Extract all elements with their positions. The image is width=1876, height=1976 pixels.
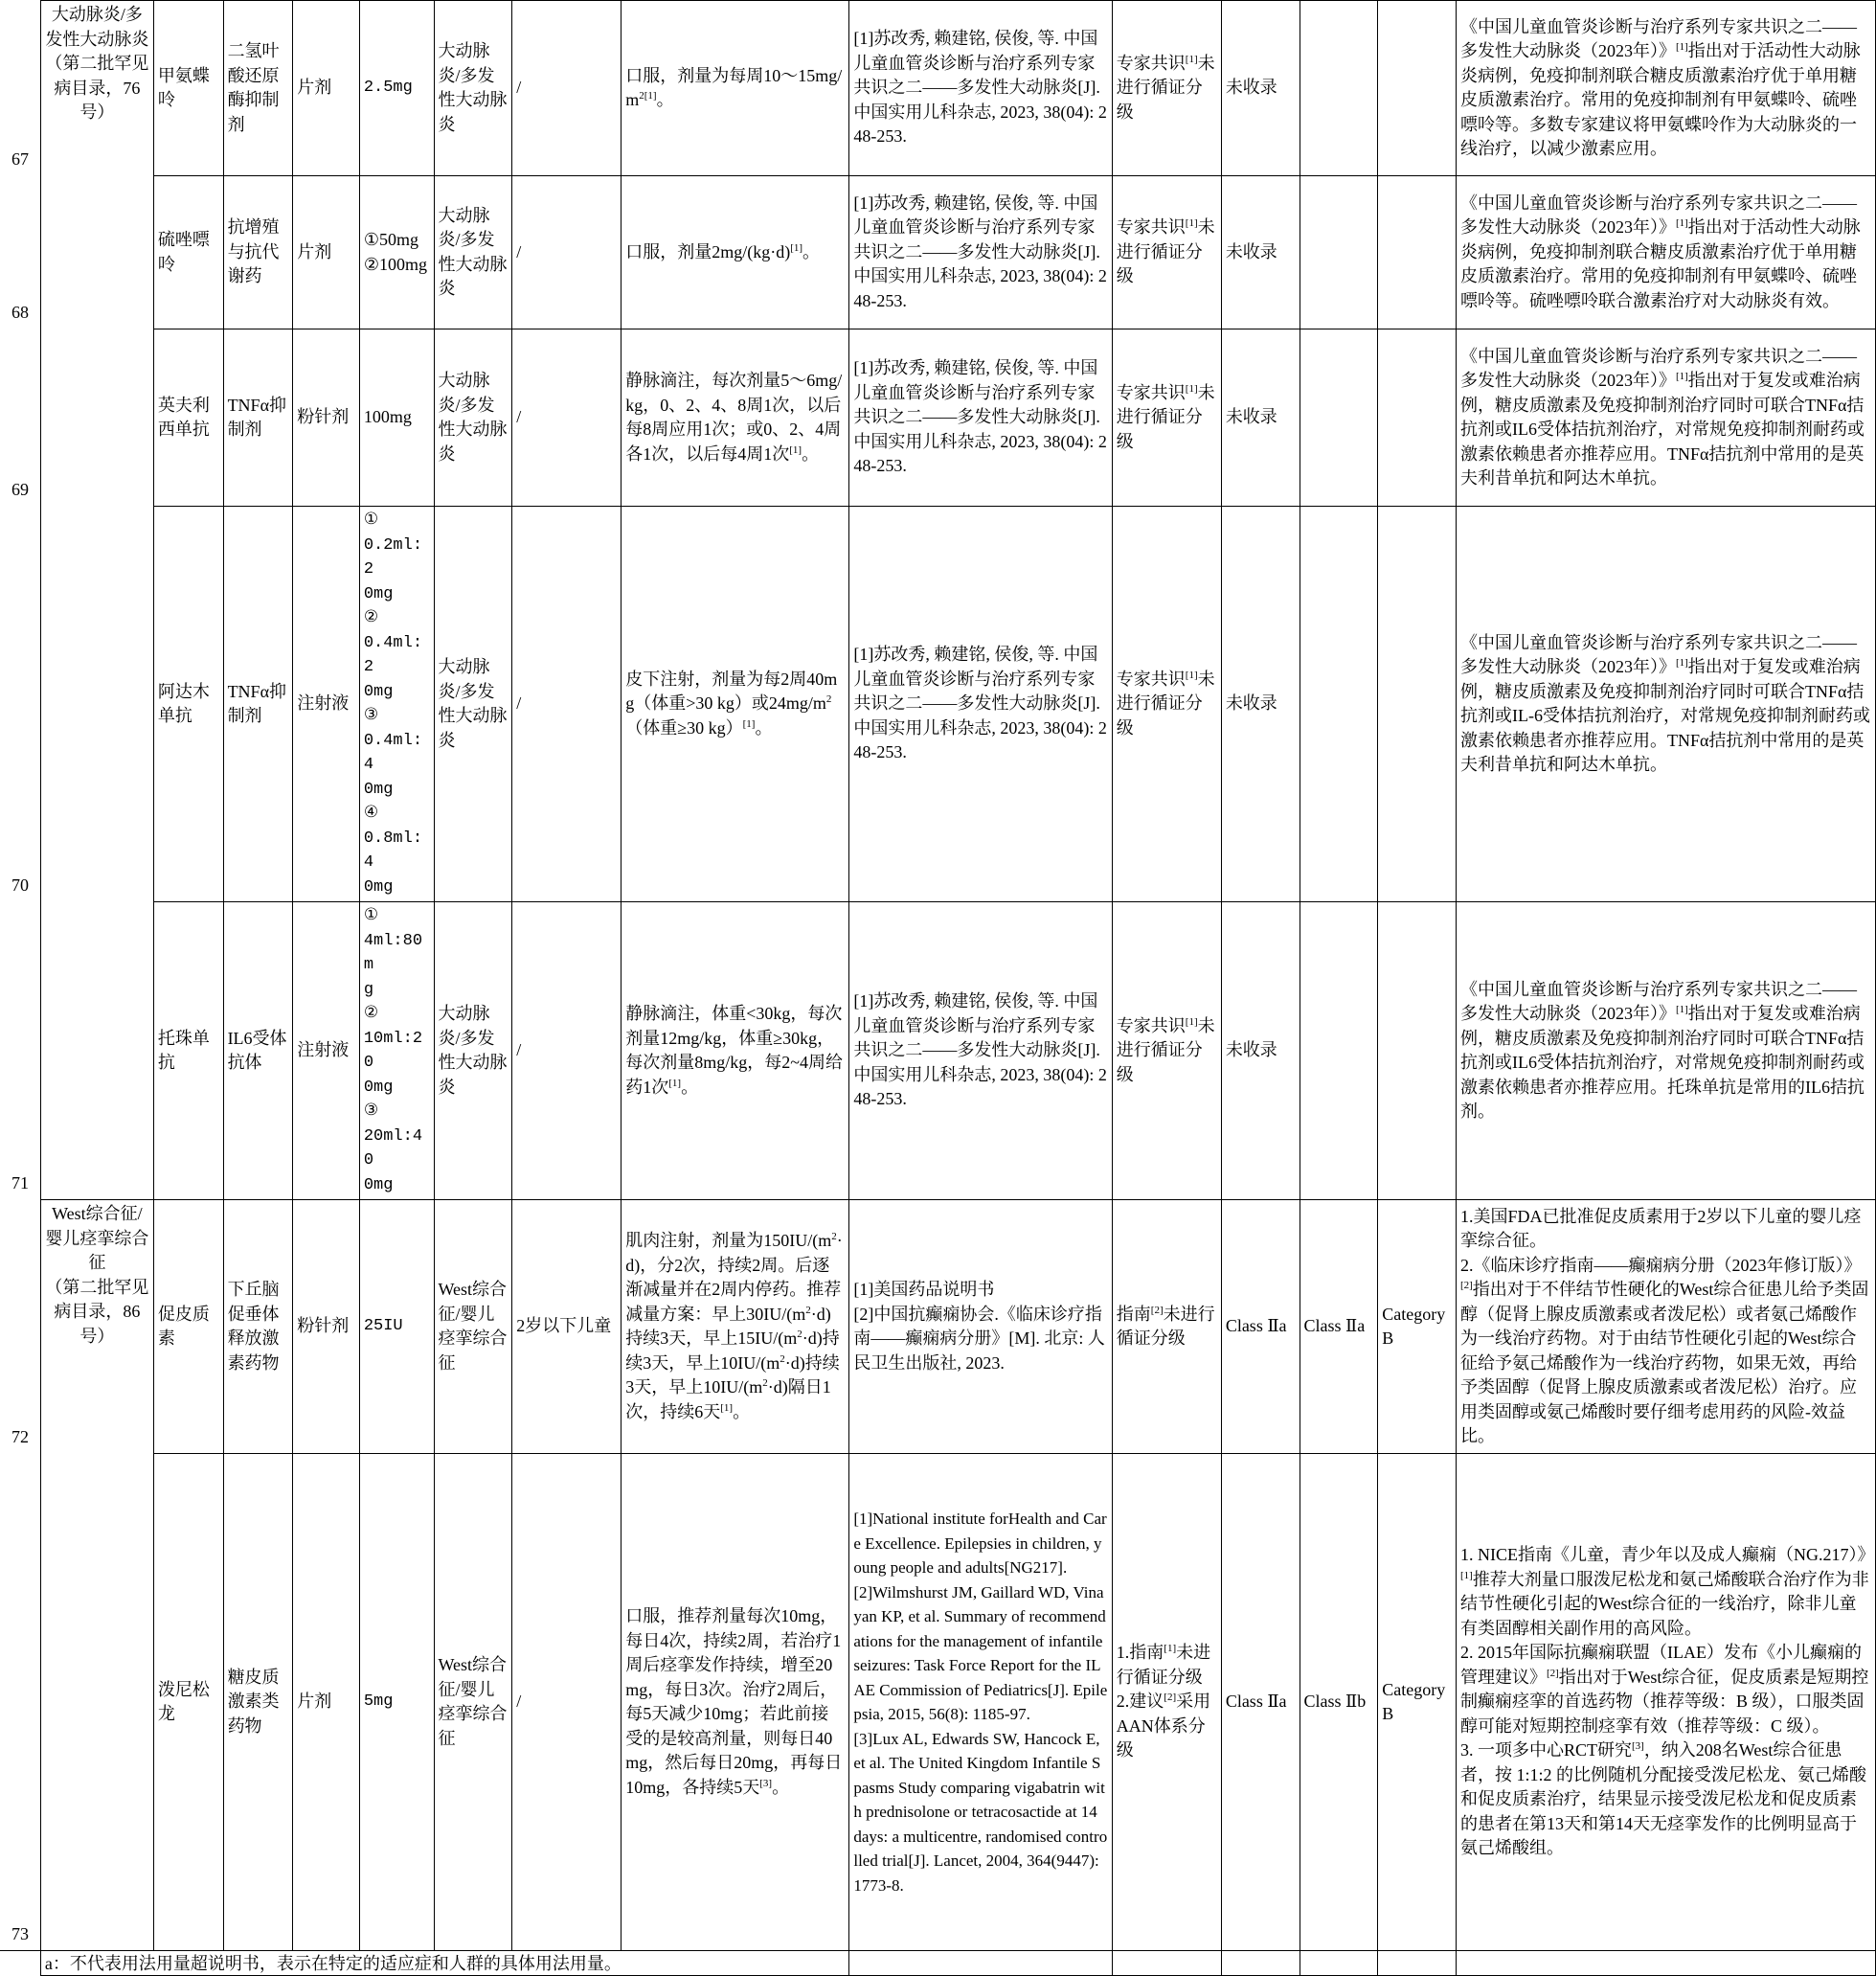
- text-segment: ·d)持续3天，早上10IU/(m: [625, 1352, 840, 1397]
- dosage-form: 粉针剂: [293, 329, 360, 507]
- evidence-level: [1112, 329, 1221, 507]
- spec-line: 0mg: [363, 682, 394, 701]
- paragraph: [1117, 1690, 1217, 1763]
- reference-item: [1]National institute forHealth and Care Excellence. Epilepsies in children, young people and adults[NG217].: [853, 1510, 1107, 1577]
- spec-line: 0.8ml:4: [363, 829, 423, 872]
- basis-text: 《中国儿童血管炎诊断与治疗系列专家共识之二——多发性大动脉炎（2023年）》: [1459, 16, 1857, 60]
- usage: [622, 1454, 849, 1951]
- spec-line: ①: [363, 907, 379, 925]
- drug-name: 甲氨蝶呤: [153, 1, 223, 176]
- basis: [1456, 507, 1875, 902]
- ref-marker: [1]: [1459, 1569, 1473, 1581]
- paragraph: [1117, 1641, 1217, 1690]
- footnote-row: [0, 1951, 1876, 1976]
- text-segment: ·d)持续3天，早上15IU/(m: [625, 1304, 831, 1348]
- grade-col-5: [1378, 902, 1457, 1200]
- evidence-text-end: 未进行循证分级: [1116, 1304, 1215, 1348]
- text-segment: 未进行循证分级: [1116, 1643, 1211, 1687]
- evidence-text: 专家共识: [1116, 53, 1186, 73]
- basis-ref: [1]: [1675, 657, 1688, 669]
- indication: West综合征/婴儿痉挛综合征: [434, 1200, 512, 1454]
- drug-category: IL6受体抗体: [223, 902, 293, 1200]
- specification: 25IU: [359, 1200, 434, 1454]
- dosage-form: 片剂: [293, 1, 360, 176]
- references: [1]苏改秀, 赖建铭, 侯俊, 等. 中国儿童血管炎诊断与治疗系列专家共识之二——多发性大动脉炎[J]. 中国实用儿科杂志, 2023, 38(04): 248-253.: [849, 1, 1112, 176]
- usage-text-end: 。: [802, 443, 820, 464]
- evidence-level: [1112, 1454, 1221, 1951]
- footnote-blank: [1456, 1951, 1875, 1976]
- references: [1]苏改秀, 赖建铭, 侯俊, 等. 中国儿童血管炎诊断与治疗系列专家共识之二——多发性大动脉炎[J]. 中国实用儿科杂志, 2023, 38(04): 248-253.: [849, 902, 1112, 1200]
- references: [1]苏改秀, 赖建铭, 侯俊, 等. 中国儿童血管炎诊断与治疗系列专家共识之二——多发性大动脉炎[J]. 中国实用儿科杂志, 2023, 38(04): 248-253.: [849, 176, 1112, 329]
- usage-ref: [1]: [742, 717, 756, 730]
- grade-col-5: [1378, 176, 1457, 329]
- evidence-ref: [1]: [1185, 53, 1198, 65]
- basis: [1456, 1454, 1875, 1951]
- text-segment: ·d)，分2次，持续2周。后逐渐减量并在2周内停药。推荐减量方案：早上30IU/(m: [625, 1231, 843, 1324]
- usage-text: 静脉滴注，每次剂量5～6mg/kg，0、2、4、8周1次，以后每8周应用1次；或0、2、4周各1次，以后每4周1次: [625, 371, 843, 464]
- basis-text: 《中国儿童血管炎诊断与治疗系列专家共识之二——多发性大动脉炎（2023年）》: [1459, 632, 1857, 676]
- paragraph: [1460, 1738, 1871, 1861]
- disease-catalog: （第二批罕见病目录，76号）: [45, 54, 149, 122]
- usage: [622, 176, 849, 329]
- usage-ref: [3]: [759, 1777, 773, 1789]
- basis-text-end: 指出对于复发或难治病例，糖皮质激素及免疫抑制剂治疗同时可联合TNFα拮抗剂或IL6受体拮抗剂治疗，对常规免疫抑制剂耐药或激素依赖患者亦推荐应用。托珠单抗是常用的IL6拮抗剂。: [1459, 1004, 1865, 1121]
- grade-col-3: 未收录: [1221, 176, 1300, 329]
- dosage-form: 片剂: [293, 176, 360, 329]
- grade-col-5: [1378, 329, 1457, 507]
- table-row: [0, 1, 1876, 176]
- paragraph: [1460, 1254, 1871, 1449]
- usage-text: 静脉滴注，体重<30kg，每次剂量12mg/kg，体重≥30kg，每次剂量8mg/kg，每2~4周给药1次: [625, 1004, 843, 1097]
- basis-text-end: 指出对于活动性大动脉炎病例，免疫抑制剂联合糖皮质激素治疗优于单用糖皮质激素治疗。常用的免疫抑制剂有甲氨蝶呤、硫唑嘌呤等。硫唑嘌呤联合激素治疗对大动脉炎有效。: [1459, 217, 1861, 310]
- row-number: 68: [0, 176, 40, 329]
- evidence-text: 专家共识: [1116, 669, 1186, 689]
- indication: 大动脉炎/多发性大动脉炎: [434, 176, 512, 329]
- evidence-level: [1112, 176, 1221, 329]
- references: [849, 1200, 1112, 1454]
- spec-line: 0.4ml:2: [363, 633, 423, 676]
- specification: 5mg: [359, 1454, 434, 1951]
- basis: [1456, 176, 1875, 329]
- row-number: 67: [0, 1, 40, 176]
- basis-text: 《中国儿童血管炎诊断与治疗系列专家共识之二——多发性大动脉炎（2023年）》: [1459, 346, 1857, 390]
- footnote-blank: [1300, 1951, 1378, 1976]
- evidence-ref: [1]: [1185, 217, 1198, 230]
- usage: [622, 1, 849, 176]
- disease-group-cell: [40, 1200, 153, 1951]
- evidence-text: 指南: [1116, 1304, 1151, 1324]
- ref-marker: [2]: [1546, 1667, 1559, 1679]
- specification: [359, 507, 434, 902]
- text-segment: 。: [733, 1401, 751, 1421]
- basis: [1456, 1, 1875, 176]
- usage: [622, 329, 849, 507]
- ref-marker: 2: [780, 1352, 785, 1365]
- grade-col-4: Class Ⅱa: [1300, 1200, 1378, 1454]
- usage: [622, 507, 849, 902]
- population: /: [512, 902, 622, 1200]
- evidence-text-end: 未进行循证分级: [1116, 1015, 1215, 1084]
- dosage-form: 片剂: [293, 1454, 360, 1951]
- reference-item: [2]中国抗癫痫协会.《临床诊疗指南——癫痫病分册》[M]. 北京: 人民卫生出版社, 2023.: [853, 1304, 1105, 1373]
- spec-line: ②100mg: [363, 254, 427, 274]
- specification: [359, 176, 434, 329]
- row-number: 69: [0, 329, 40, 507]
- text-segment: 2.《临床诊疗指南——癫痫病分册（2023年修订版）》: [1459, 1255, 1862, 1275]
- spec-line: ①: [363, 511, 379, 530]
- grade-col-5: Category B: [1378, 1454, 1457, 1951]
- population: /: [512, 1454, 622, 1951]
- text-segment: 肌肉注射，剂量为150IU/(m: [625, 1231, 832, 1250]
- footnote-blank: [1112, 1951, 1221, 1976]
- dosage-form: 注射液: [293, 902, 360, 1200]
- usage-sup: 2: [639, 90, 644, 102]
- population: /: [512, 176, 622, 329]
- drug-name: 促皮质素: [153, 1200, 223, 1454]
- drug-name: 托珠单抗: [153, 902, 223, 1200]
- usage-text: 皮下注射，剂量为每2周40mg（体重>30 kg）或24mg/m: [625, 669, 838, 714]
- basis-text: 《中国儿童血管炎诊断与治疗系列专家共识之二——多发性大动脉炎（2023年）》: [1459, 979, 1857, 1023]
- reference-item: [3]Lux AL, Edwards SW, Hancock E, et al. The United Kingdom Infantile Spasms Study comparing vigabatrin with prednisolone or tetracosactide at 14 days: a multicentre, randomised controlled trial[J]. Lancet, 2004, 364(9447): 1773-8.: [853, 1729, 1108, 1895]
- specification: 100mg: [359, 329, 434, 507]
- evidence-text: 专家共识: [1116, 1015, 1186, 1035]
- spec-line: 0mg: [363, 877, 394, 897]
- grade-col-4: Class Ⅱb: [1300, 1454, 1378, 1951]
- text-segment: 指出对于不伴结节性硬化的West综合征患儿给予类固醇（促肾上腺皮质激素或者泼尼松）或者氨己烯酸作为一线治疗药物。对于由结节性硬化引起的West综合征给予氨己烯酸作为一线治疗药物，如果无效，再给予类固醇（促肾上腺皮质激素或者泼尼松）治疗。应用类固醇或氨己烯酸时要仔细考虑用药的风险-效益比。: [1459, 1280, 1869, 1445]
- text-segment: 1. NICE指南《儿童，青少年以及成人癫痫（NG.217）》: [1459, 1545, 1875, 1565]
- population: /: [512, 507, 622, 902]
- row-number: 71: [0, 902, 40, 1200]
- footnote-blank: [1378, 1951, 1457, 1976]
- paragraph: [1460, 1205, 1871, 1254]
- usage-text-end: 。: [755, 717, 773, 738]
- spec-line: 20ml:40: [363, 1126, 423, 1170]
- drug-name: 英夫利西单抗: [153, 329, 223, 507]
- spec-line: 10ml:20: [363, 1029, 423, 1072]
- drug-category: 下丘脑促垂体释放激素药物: [223, 1200, 293, 1454]
- grade-col-3: 未收录: [1221, 902, 1300, 1200]
- evidence-text-end: 未进行循证分级: [1116, 669, 1215, 738]
- text-segment: 采用AAN体系分级: [1116, 1692, 1211, 1760]
- ref-marker: [1]: [1164, 1643, 1177, 1655]
- spec-line: ②: [363, 609, 379, 627]
- spec-line: g: [363, 980, 374, 999]
- grade-col-5: [1378, 507, 1457, 902]
- usage-ref: [1]: [789, 443, 802, 456]
- table-row: [0, 507, 1876, 902]
- evidence-text: 专家共识: [1116, 217, 1186, 238]
- grade-col-4: [1300, 329, 1378, 507]
- evidence-ref: [1]: [1185, 1015, 1198, 1028]
- evidence-level: [1112, 507, 1221, 902]
- specification: 2.5mg: [359, 1, 434, 176]
- indication: 大动脉炎/多发性大动脉炎: [434, 507, 512, 902]
- drug-category: 糖皮质激素类药物: [223, 1454, 293, 1951]
- usage-ref: [1]: [668, 1077, 682, 1089]
- evidence-text-end: 未进行循证分级: [1116, 53, 1215, 122]
- grade-col-3: 未收录: [1221, 329, 1300, 507]
- spec-line: ③: [363, 1102, 379, 1121]
- grade-col-3: Class Ⅱa: [1221, 1454, 1300, 1951]
- text-segment: 3. 一项多中心RCT研究: [1459, 1740, 1632, 1760]
- specification: [359, 902, 434, 1200]
- grade-col-4: [1300, 902, 1378, 1200]
- usage-text-mid: （体重≥30 kg）: [625, 717, 743, 738]
- table-row: [0, 1200, 1876, 1454]
- basis-text: 《中国儿童血管炎诊断与治疗系列专家共识之二——多发性大动脉炎（2023年）》: [1459, 193, 1857, 238]
- footnote-spacer: [0, 1951, 40, 1976]
- spec-line: 0.4ml:4: [363, 731, 423, 774]
- usage: [622, 1200, 849, 1454]
- text-segment: 2. 2015年国际抗癫痫联盟（ILAE）发布《小儿癫痫的管理建议》: [1459, 1643, 1862, 1687]
- population: 2岁以下儿童: [512, 1200, 622, 1454]
- dosage-form: 注射液: [293, 507, 360, 902]
- text-segment: ·d)持续3天，早上10IU/(m: [625, 1329, 840, 1373]
- basis-ref: [1]: [1675, 217, 1688, 230]
- dosage-form: 粉针剂: [293, 1200, 360, 1454]
- population: /: [512, 329, 622, 507]
- spec-line: ③: [363, 707, 379, 725]
- drug-category: TNFα抑制剂: [223, 329, 293, 507]
- indication: 大动脉炎/多发性大动脉炎: [434, 329, 512, 507]
- usage-text: 口服，剂量为每周10～15mg/m: [625, 65, 843, 109]
- row-number: 72: [0, 1200, 40, 1454]
- spec-line: ④: [363, 805, 379, 823]
- references: [1]苏改秀, 赖建铭, 侯俊, 等. 中国儿童血管炎诊断与治疗系列专家共识之二——多发性大动脉炎[J]. 中国实用儿科杂志, 2023, 38(04): 248-253.: [849, 329, 1112, 507]
- text-segment: 指出对于West综合征，促皮质素是短期控制癫痫痉挛的首选药物（推荐等级：B 级），口服类固醇可能对短期控制痉挛有效（推荐等级：C 级）。: [1459, 1667, 1869, 1736]
- basis: [1456, 1200, 1875, 1454]
- evidence-text-end: 未进行循证分级: [1116, 217, 1215, 286]
- evidence-ref: [1]: [1185, 382, 1198, 395]
- footnote-blank: [849, 1951, 1112, 1976]
- evidence-text: 专家共识: [1116, 382, 1186, 402]
- reference-item: [2]Wilmshurst JM, Gaillard WD, Vinayan KP, et al. Summary of recommendations for the management of infantile seizures: Task Force Report for the ILAE Commission of Pediatrics[J]. Epilepsia, 2015, 56(8): 1185-97.: [853, 1582, 1108, 1723]
- usage-text: 口服，剂量2mg/(kg·d): [625, 241, 791, 261]
- table-row: [0, 902, 1876, 1200]
- disease-name: 大动脉炎/多发性大动脉炎: [45, 5, 149, 49]
- drug-name: 阿达木单抗: [153, 507, 223, 902]
- ref-marker: [2]: [1164, 1692, 1177, 1704]
- paragraph: [1460, 1641, 1871, 1738]
- indication: 大动脉炎/多发性大动脉炎: [434, 902, 512, 1200]
- evidence-text-end: 未进行循证分级: [1116, 382, 1215, 451]
- spec-line: ②: [363, 1005, 379, 1023]
- evidence-ref: [2]: [1150, 1304, 1164, 1316]
- basis-ref: [1]: [1675, 371, 1688, 382]
- ref-marker: [2]: [1459, 1280, 1473, 1291]
- text-segment: 1.美国FDA已批准促皮质素用于2岁以下儿童的婴儿痉挛综合征。: [1459, 1206, 1862, 1250]
- row-number: 73: [0, 1454, 40, 1951]
- spec-line: 0mg: [363, 1078, 394, 1097]
- ref-marker: [3]: [1631, 1740, 1644, 1753]
- drug-category: 抗增殖与抗代谢药: [223, 176, 293, 329]
- drug-category: 二氢叶酸还原酶抑制剂: [223, 1, 293, 176]
- spec-line: ①50mg: [363, 230, 418, 249]
- grade-col-4: [1300, 507, 1378, 902]
- disease-group-cell: [40, 1, 153, 1200]
- spec-line: 0.2ml:2: [363, 535, 423, 579]
- grade-col-3: Class Ⅱa: [1221, 1200, 1300, 1454]
- usage-text-end: 。: [656, 90, 674, 109]
- grade-col-4: [1300, 176, 1378, 329]
- grade-col-5: Category B: [1378, 1200, 1457, 1454]
- usage-ref: [1]: [790, 241, 803, 254]
- drug-name: 泼尼松龙: [153, 1454, 223, 1951]
- text-segment: 1.指南: [1116, 1643, 1164, 1663]
- table-row: [0, 329, 1876, 507]
- usage-ref: [1]: [644, 90, 657, 102]
- paragraph: [1459, 1543, 1875, 1641]
- population: /: [512, 1, 622, 176]
- basis: [1456, 902, 1875, 1200]
- spec-line: 0mg: [363, 1175, 394, 1194]
- ref-marker: 2: [797, 1329, 802, 1340]
- text-segment: 推荐大剂量口服泼尼松龙和氨己烯酸联合治疗作为非结节性硬化引起的West综合征的一线治疗，除非儿童有类固醇相关副作用的高风险。: [1459, 1569, 1869, 1638]
- basis-text-end: 指出对于复发或难治病例，糖皮质激素及免疫抑制剂治疗同时可联合TNFα拮抗剂或IL-6受体拮抗剂治疗，对常规免疫抑制剂耐药或激素依赖患者亦推荐应用。TNFα拮抗剂中常用的是英夫利昔单抗和阿达木单抗。: [1459, 657, 1870, 774]
- references: [1]苏改秀, 赖建铭, 侯俊, 等. 中国儿童血管炎诊断与治疗系列专家共识之二——多发性大动脉炎[J]. 中国实用儿科杂志, 2023, 38(04): 248-253.: [849, 507, 1112, 902]
- indication: 大动脉炎/多发性大动脉炎: [434, 1, 512, 176]
- grade-col-3: 未收录: [1221, 507, 1300, 902]
- usage-text-end: 。: [772, 1777, 790, 1797]
- usage-sup: 2: [825, 693, 832, 706]
- table-row: [0, 1454, 1876, 1951]
- disease-catalog: （第二批罕见病目录，86号）: [45, 1277, 149, 1346]
- grade-col-4: [1300, 1, 1378, 176]
- text-segment: ·d)隔日1次，持续6天: [625, 1377, 831, 1421]
- usage: [622, 902, 849, 1200]
- disease-name: West综合征/婴儿痉挛综合征: [45, 1204, 149, 1272]
- row-number: 70: [0, 507, 40, 902]
- indication: West综合征/婴儿痉挛综合征: [434, 1454, 512, 1951]
- evidence-level: [1112, 1, 1221, 176]
- table-row: [0, 176, 1876, 329]
- basis-text-end: 指出对于复发或难治病例，糖皮质激素及免疫抑制剂治疗同时可联合TNFα拮抗剂或IL6受体拮抗剂治疗，对常规免疫抑制剂耐药或激素依赖患者亦推荐应用。TNFα拮抗剂中常用的是英夫利昔单抗和阿达木单抗。: [1459, 371, 1865, 488]
- evidence-level: [1112, 1200, 1221, 1454]
- spec-line: 0mg: [363, 584, 394, 603]
- grade-col-3: 未收录: [1221, 1, 1300, 176]
- evidence-level: [1112, 902, 1221, 1200]
- ref-marker: [1]: [720, 1401, 734, 1414]
- drug-name: 硫唑嘌呤: [153, 176, 223, 329]
- basis: [1456, 329, 1875, 507]
- basis-ref: [1]: [1675, 41, 1688, 53]
- ref-marker: 2: [805, 1304, 811, 1316]
- footnote: a：不代表用法用量超说明书，表示在特定的适应症和人群的具体用法用量。: [40, 1951, 848, 1976]
- usage-text-end: 。: [681, 1077, 699, 1097]
- reference-item: [1]美国药品说明书: [853, 1280, 995, 1299]
- text-segment: 2.建议: [1116, 1692, 1164, 1712]
- basis-text-end: 指出对于活动性大动脉炎病例，免疫抑制剂联合糖皮质激素治疗优于单用糖皮质激素治疗。常用的免疫抑制剂有甲氨蝶呤、硫唑嘌呤等。多数专家建议将甲氨蝶呤作为大动脉炎的一线治疗，以减少激素应用。: [1459, 41, 1861, 158]
- grade-col-5: [1378, 1, 1457, 176]
- drug-category: TNFα抑制剂: [223, 507, 293, 902]
- evidence-ref: [1]: [1185, 669, 1198, 681]
- spec-line: 4ml:80m: [363, 931, 423, 974]
- text-segment: ，纳入208名West综合征患者，按 1:1:2 的比例随机分配接受泼尼松龙、氨己烯酸和促皮质素治疗，结果显示接受泼尼松龙和促皮质素的患者在第13天和第14天无痉挛发作的比例明显高于氨己烯酸组。: [1459, 1740, 1866, 1858]
- spec-line: 0mg: [363, 780, 394, 799]
- ref-marker: 2: [831, 1231, 837, 1242]
- basis-ref: [1]: [1675, 1004, 1688, 1015]
- usage-text: 口服，推荐剂量每次10mg，每日4次，持续2周，若治疗1周后痉挛发作持续，增至20mg，每日3次。治疗2周后，每5天减少10mg；若此前接受的是较高剂量，则每日40mg，然后每日20mg，再每日10mg，各持续5天: [625, 1606, 843, 1797]
- footnote-blank: [1221, 1951, 1300, 1976]
- usage-text-end: 。: [802, 241, 821, 261]
- references: [849, 1454, 1112, 1951]
- ref-marker: 2: [762, 1377, 768, 1389]
